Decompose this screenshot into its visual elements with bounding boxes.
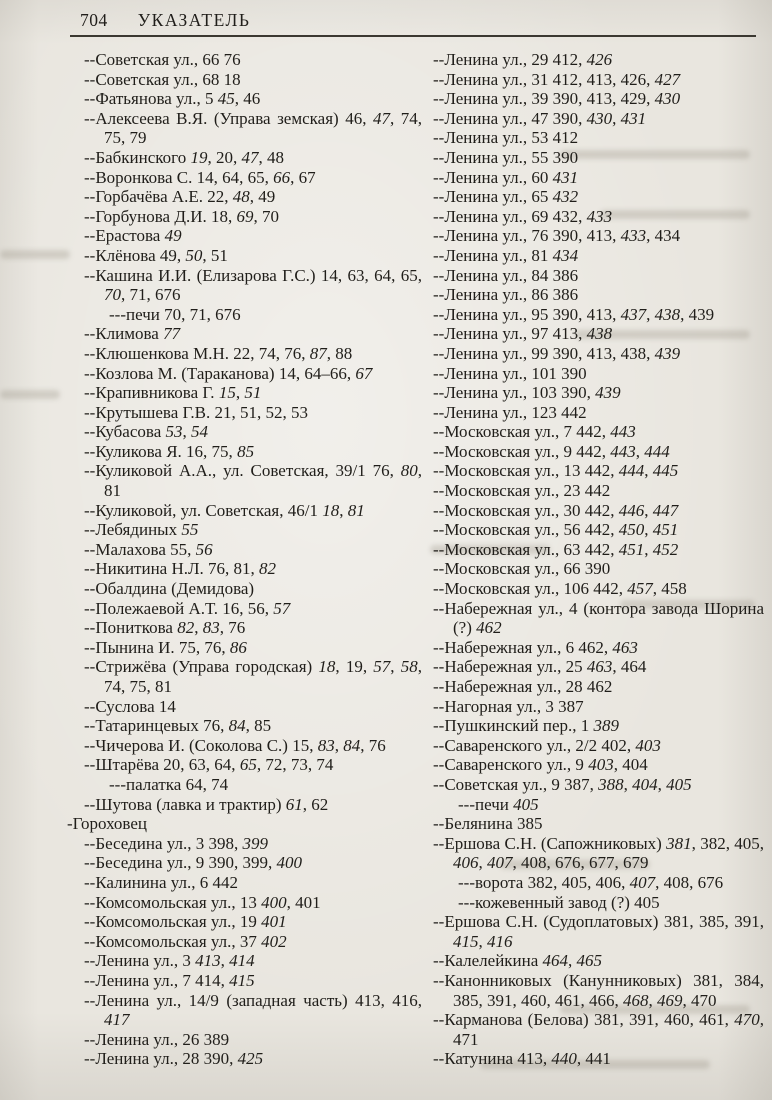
- index-entry: --Горбачёва А.Е. 22, 48, 49: [84, 187, 276, 207]
- index-entry: --Ершова С.Н. (Судоплатовых) 381, 385, 391, 415, 416: [433, 912, 764, 951]
- index-entry: --Ленина ул., 47 390, 430, 431: [433, 108, 647, 128]
- index-section-heading: -Гороховец: [67, 814, 147, 834]
- index-entry: --Ерастова 49: [84, 226, 182, 246]
- index-entry: --Полежаевой А.Т. 16, 56, 57: [84, 598, 291, 618]
- index-entry: --Набережная ул., 28 462: [433, 677, 613, 696]
- index-entry: --Воронкова С. 14, 64, 65, 66, 67: [84, 167, 316, 187]
- index-entry: --Ленина ул., 97 413, 438: [433, 324, 613, 344]
- page-number: 704: [80, 10, 108, 30]
- index-entry: --Советская ул., 9 387, 388, 404, 405: [433, 774, 692, 794]
- index-entry: --Кубасова 53, 54: [84, 422, 208, 442]
- index-entry: --Обалдина (Демидова): [84, 579, 255, 599]
- index-entry: --Ленина ул., 123 442: [433, 402, 587, 422]
- index-entry: --Климова 77: [84, 324, 181, 344]
- index-entry: --Ленина ул., 7 414, 415: [84, 970, 255, 990]
- index-entry: --Комсомольская ул., 37 402: [84, 931, 287, 951]
- header-rule: [70, 35, 756, 37]
- index-entry: --Московская ул., 23 442: [433, 481, 611, 501]
- index-entry: --Шутова (лавка и трактир) 61, 62: [84, 794, 329, 814]
- index-entry: --Никитина Н.Л. 76, 81, 82: [84, 559, 277, 579]
- index-entry: --Ленина ул., 65 432: [433, 187, 579, 207]
- index-entry: --Канонниковых (Канунниковых) 381, 384, 385, 391, 460, 461, 466, 468, 469, 470: [433, 970, 764, 1010]
- index-column-left: [67, 50, 423, 1069]
- index-entry: --Ленина ул., 95 390, 413, 437, 438, 439: [433, 304, 715, 324]
- page-title: УКАЗАТЕЛЬ: [137, 10, 251, 30]
- index-entry: --Саваренского ул., 2/2 402, 403: [433, 735, 661, 755]
- index-entry: --Крутышева Г.В. 21, 51, 52, 53: [84, 402, 309, 422]
- index-entry: --Куликовой, ул. Советская, 46/1 18, 81: [84, 500, 365, 520]
- index-entry: --Ленина ул., 14/9 (западная часть) 413, 416, 417: [84, 990, 422, 1030]
- index-entry: --Лебядиных 55: [84, 520, 199, 540]
- bleed-through-mark: [0, 390, 60, 399]
- index-entry: --Малахова 55, 56: [84, 539, 213, 559]
- index-entry: --Клёнова 49, 50, 51: [84, 245, 228, 265]
- index-entry: --Пынина И. 75, 76, 86: [84, 637, 247, 657]
- index-entry: --Калинина ул., 6 442: [84, 872, 239, 892]
- index-entry: --Московская ул., 106 442, 457, 458: [433, 579, 687, 599]
- index-entry: --Саваренского ул., 9 403, 404: [433, 755, 648, 775]
- index-entry: --Ленина ул., 81 434: [433, 245, 579, 265]
- index-entry: --Комсомольская ул., 19 401: [84, 912, 287, 932]
- index-column-right: [433, 50, 764, 1069]
- index-entry: --Московская ул., 63 442, 451, 452: [433, 539, 679, 559]
- index-entry: --Ленина ул., 26 389: [84, 1029, 230, 1049]
- index-entry: --Комсомольская ул., 13 400, 401: [84, 892, 321, 912]
- index-entry: --Нагорная ул., 3 387: [433, 696, 584, 716]
- index-entry: --Ленина ул., 31 412, 413, 426, 427: [433, 69, 681, 89]
- bleed-through-mark: [0, 250, 70, 259]
- index-entry: --Ленина ул., 69 432, 433: [433, 206, 613, 226]
- index-entry: --Козлова М. (Тараканова) 14, 64–66, 67: [84, 363, 373, 383]
- index-entry: --Калелейкина 464, 465: [433, 951, 603, 971]
- index-entry: --Ершова С.Н. (Сапожниковых) 381, 382, 405, 406, 407, 408, 676, 677, 679: [433, 833, 765, 873]
- index-entry: ---ворота 382, 405, 406, 407, 408, 676: [458, 872, 724, 892]
- index-entry: --Московская ул., 7 442, 443: [433, 422, 636, 442]
- index-entry: --Ленина ул., 29 412, 426: [433, 50, 613, 69]
- index-entry: --Набережная ул., 25 463, 464: [433, 657, 647, 677]
- index-entry: --Ленина ул., 101 390: [433, 363, 587, 383]
- index-entry: --Ленина ул., 103 390, 439: [433, 383, 621, 403]
- index-entry: --Крапивникова Г. 15, 51: [84, 383, 262, 403]
- index-entry: --Советская ул., 68 18: [84, 69, 241, 89]
- index-entry: --Набережная ул., 4 (контора завода Шорина (?) 462: [433, 598, 764, 638]
- index-entry: --Алексеева В.Я. (Управа земская) 46, 47, 74, 75, 79: [84, 108, 423, 148]
- index-entry: ---палатка 64, 74: [109, 774, 229, 794]
- index-entry: --Бабкинского 19, 20, 47, 48: [84, 147, 284, 167]
- index-entry: --Карманова (Белова) 381, 391, 460, 461, 470, 471: [433, 1010, 764, 1049]
- index-entry: ---печи 405: [458, 794, 539, 814]
- index-entry: --Московская ул., 9 442, 443, 444: [433, 441, 670, 461]
- index-entry: --Ленина ул., 53 412: [433, 128, 579, 148]
- index-entry: --Ленина ул., 76 390, 413, 433, 434: [433, 226, 681, 246]
- index-entry: --Ленина ул., 99 390, 413, 438, 439: [433, 343, 681, 363]
- index-entry: --Пушкинский пер., 1 389: [433, 716, 620, 736]
- index-entry: --Белянина 385: [433, 814, 543, 834]
- index-entry: --Катунина 413, 440, 441: [433, 1049, 611, 1069]
- index-entry: --Ленина ул., 84 386: [433, 265, 579, 285]
- index-entry: ---печи 70, 71, 676: [109, 304, 241, 324]
- index-entry: --Суслова 14: [84, 696, 176, 716]
- index-entry: --Набережная ул., 6 462, 463: [433, 637, 638, 657]
- index-entry: --Стрижёва (Управа городская) 18, 19, 57, 58, 74, 75, 81: [84, 657, 422, 696]
- index-entry: --Штарёва 20, 63, 64, 65, 72, 73, 74: [84, 755, 334, 775]
- index-entry: --Татаринцевых 76, 84, 85: [84, 716, 272, 736]
- index-entry: --Чичерова И. (Соколова С.) 15, 83, 84, 76: [84, 735, 386, 755]
- index-entry: --Московская ул., 30 442, 446, 447: [433, 500, 679, 520]
- index-entry: --Куликовой А.А., ул. Советская, 39/1 76, 80, 81: [84, 461, 422, 501]
- index-entry: --Пониткова 82, 83, 76: [84, 618, 246, 638]
- index-entry: --Горбунова Д.И. 18, 69, 70: [84, 206, 279, 226]
- index-entry: --Ленина ул., 60 431: [433, 167, 579, 187]
- index-entry: --Ленина ул., 3 413, 414: [84, 951, 255, 971]
- index-entry: --Куликова Я. 16, 75, 85: [84, 441, 255, 461]
- index-entry: --Ленина ул., 55 390: [433, 147, 579, 167]
- index-entry: --Фатьянова ул., 5 45, 46: [84, 89, 261, 109]
- index-entry: --Ленина ул., 28 390, 425: [84, 1049, 264, 1069]
- index-entry: --Беседина ул., 9 390, 399, 400: [84, 853, 303, 873]
- page-header: [80, 10, 250, 31]
- index-entry: --Московская ул., 66 390: [433, 559, 611, 579]
- index-entry: --Кашина И.И. (Елизарова Г.С.) 14, 63, 64, 65, 70, 71, 676: [84, 265, 422, 305]
- index-entry: --Беседина ул., 3 398, 399: [84, 833, 269, 853]
- index-entry: --Московская ул., 13 442, 444, 445: [433, 461, 679, 481]
- index-entry: --Ленина ул., 86 386: [433, 285, 579, 305]
- index-entry: --Советская ул., 66 76: [84, 50, 241, 69]
- index-entry: --Московская ул., 56 442, 450, 451: [433, 520, 679, 540]
- index-entry: ---кожевенный завод (?) 405: [458, 892, 660, 912]
- index-entry: --Ленина ул., 39 390, 413, 429, 430: [433, 89, 681, 109]
- index-entry: --Клюшенкова М.Н. 22, 74, 76, 87, 88: [84, 343, 353, 363]
